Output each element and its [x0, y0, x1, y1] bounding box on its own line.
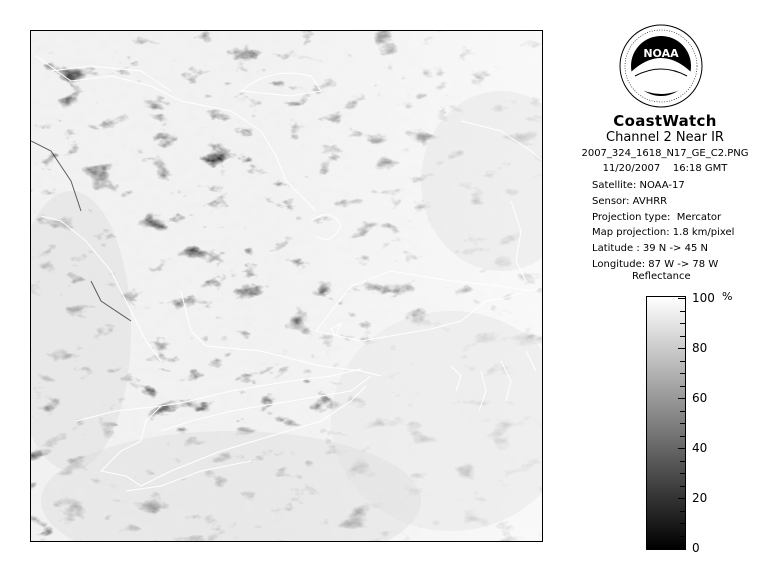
metadata-line: Sensor: AVHRR [592, 195, 668, 207]
datetime: 11/20/2007 16:18 GMT [602, 163, 728, 174]
colorbar-tick [680, 311, 686, 312]
colorbar-tick [680, 361, 686, 362]
colorbar-tick [680, 511, 686, 512]
colorbar-tick [678, 448, 686, 449]
metadata-list [592, 178, 734, 273]
colorbar-tick-label: 80 [692, 341, 708, 355]
metadata-line: Satellite: NOAA-17 [592, 180, 685, 191]
noaa-logo-icon [619, 24, 703, 108]
colorbar-tick-label: 100 [692, 291, 715, 305]
metadata-line: Latitude : 39 N -> 45 N [592, 243, 708, 255]
colorbar-tick [678, 398, 686, 399]
filename: 2007_324_1618_N17_GE_C2.PNG [581, 148, 749, 159]
colorbar-unit: % [722, 290, 733, 303]
colorbar-tick [678, 298, 686, 299]
channel-subtitle: Channel 2 Near IR [606, 130, 724, 145]
colorbar-tick [680, 323, 686, 324]
colorbar-tick-label: 40 [692, 441, 708, 455]
colorbar-tick [680, 523, 686, 524]
colorbar-tick [680, 423, 686, 424]
colorbar-tick [678, 548, 686, 549]
metadata-line: Longitude: 87 W -> 78 W [592, 258, 719, 270]
satellite-map [30, 30, 543, 542]
colorbar-tick [680, 436, 686, 437]
colorbar-tick [680, 373, 686, 374]
metadata-line: Projection type: Mercator [592, 211, 722, 223]
colorbar-tick [680, 461, 686, 462]
colorbar-tick [680, 536, 686, 537]
colorbar-tick [680, 486, 686, 487]
metadata-line: Map projection: 1.8 km/pixel [592, 227, 735, 239]
colorbar-tick-label: 60 [692, 391, 708, 405]
colorbar-tick-label: 0 [692, 541, 700, 555]
logo-text: NOAA [643, 47, 679, 60]
colorbar-tick [680, 336, 686, 337]
colorbar-tick [678, 498, 686, 499]
colorbar-tick [680, 386, 686, 387]
satellite-image [31, 31, 543, 542]
colorbar-tick [678, 348, 686, 349]
colorbar-tick-label: 20 [692, 491, 708, 505]
colorbar-tick [680, 473, 686, 474]
colorbar-tick [680, 411, 686, 412]
colorbar-label: Reflectance [632, 271, 691, 282]
product-title: CoastWatch [613, 112, 717, 130]
info-panel [560, 112, 770, 176]
